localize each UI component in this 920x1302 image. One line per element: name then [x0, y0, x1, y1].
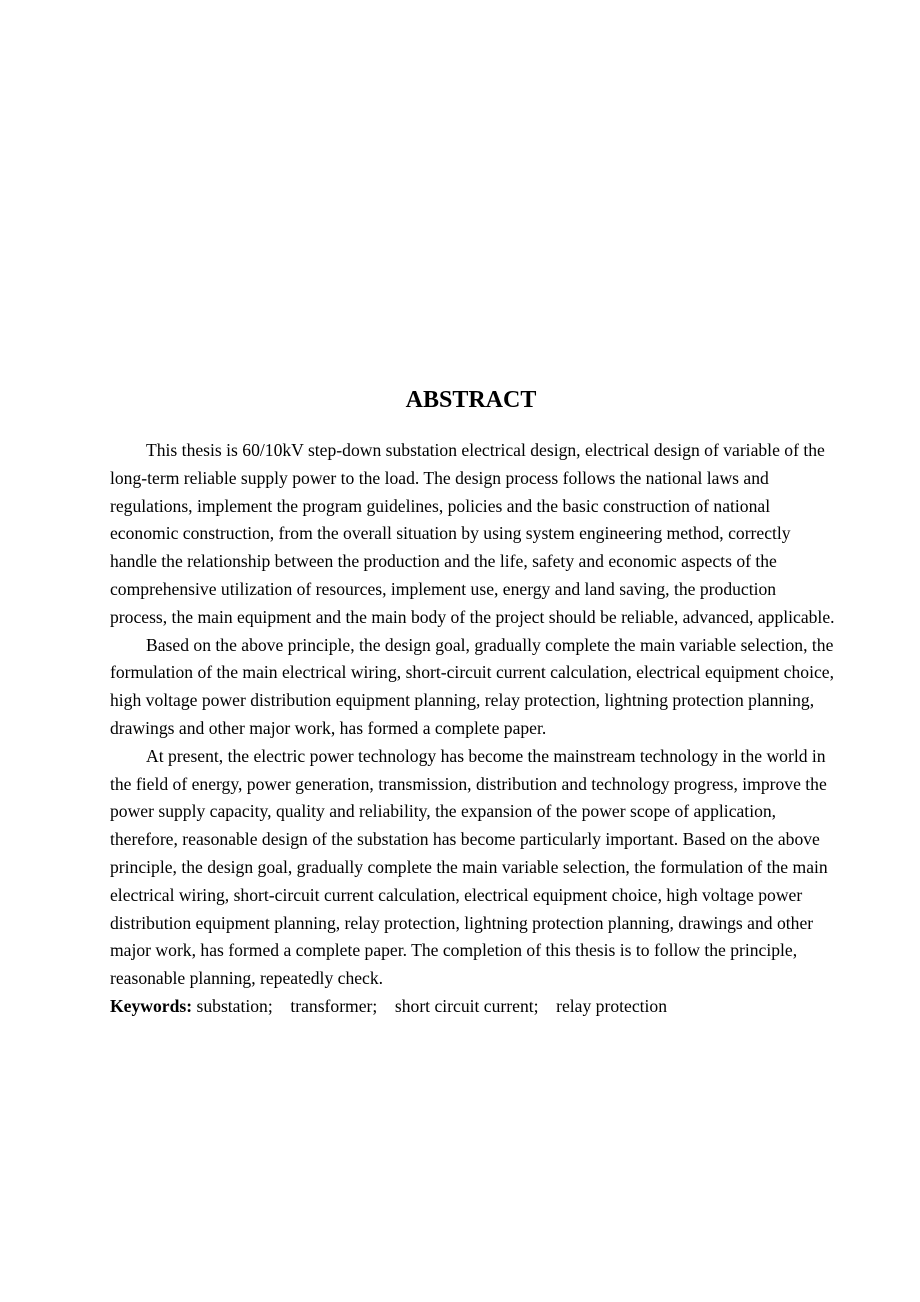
keywords-list: substation; transformer; short circuit current; relay protection — [196, 995, 667, 1016]
abstract-body — [110, 437, 835, 1021]
abstract-paragraph-3: At present, the electric power technology has become the mainstream technology in the world in the field of energy, power generation, transmission, distribution and technology progress, improve the power supply capacity, quality and reliability, the expansion of the power scope of application, therefore, reasonable design of the substation has become particularly important. Based on the above principle, the design goal, gradually complete the main variable selection, the formulation of the main electrical wiring, short-circuit current calculation, electrical equipment choice, high voltage power distribution equipment planning, relay protection, lightning protection planning, drawings and other major work, has formed a complete paper. The completion of this thesis is to follow the principle, reasonable planning, repeatedly check. — [110, 745, 828, 989]
abstract-title: ABSTRACT — [405, 387, 537, 413]
keywords-line — [110, 993, 835, 1021]
keywords-label: Keywords: — [110, 995, 193, 1016]
abstract-paragraph-2: Based on the above principle, the design goal, gradually complete the main variable selection, the formulation of the main electrical wiring, short-circuit current calculation, electrical equipment choice, high voltage power distribution equipment planning, relay protection, lightning protection planning, drawings and other major work, has formed a complete paper. — [110, 634, 834, 738]
abstract-paragraph-1: This thesis is 60/10kV step-down substation electrical design, electrical design of variable of the long-term reliable supply power to the load. The design process follows the national laws and regulations, implement the program guidelines, policies and the basic construction of national economic construction, from the overall situation by using system engineering method, correctly handle the relationship between the production and the life, safety and economic aspects of the comprehensive utilization of resources, implement use, energy and land saving, the production process, the main equipment and the main body of the project should be reliable, advanced, applicable. — [110, 440, 835, 627]
